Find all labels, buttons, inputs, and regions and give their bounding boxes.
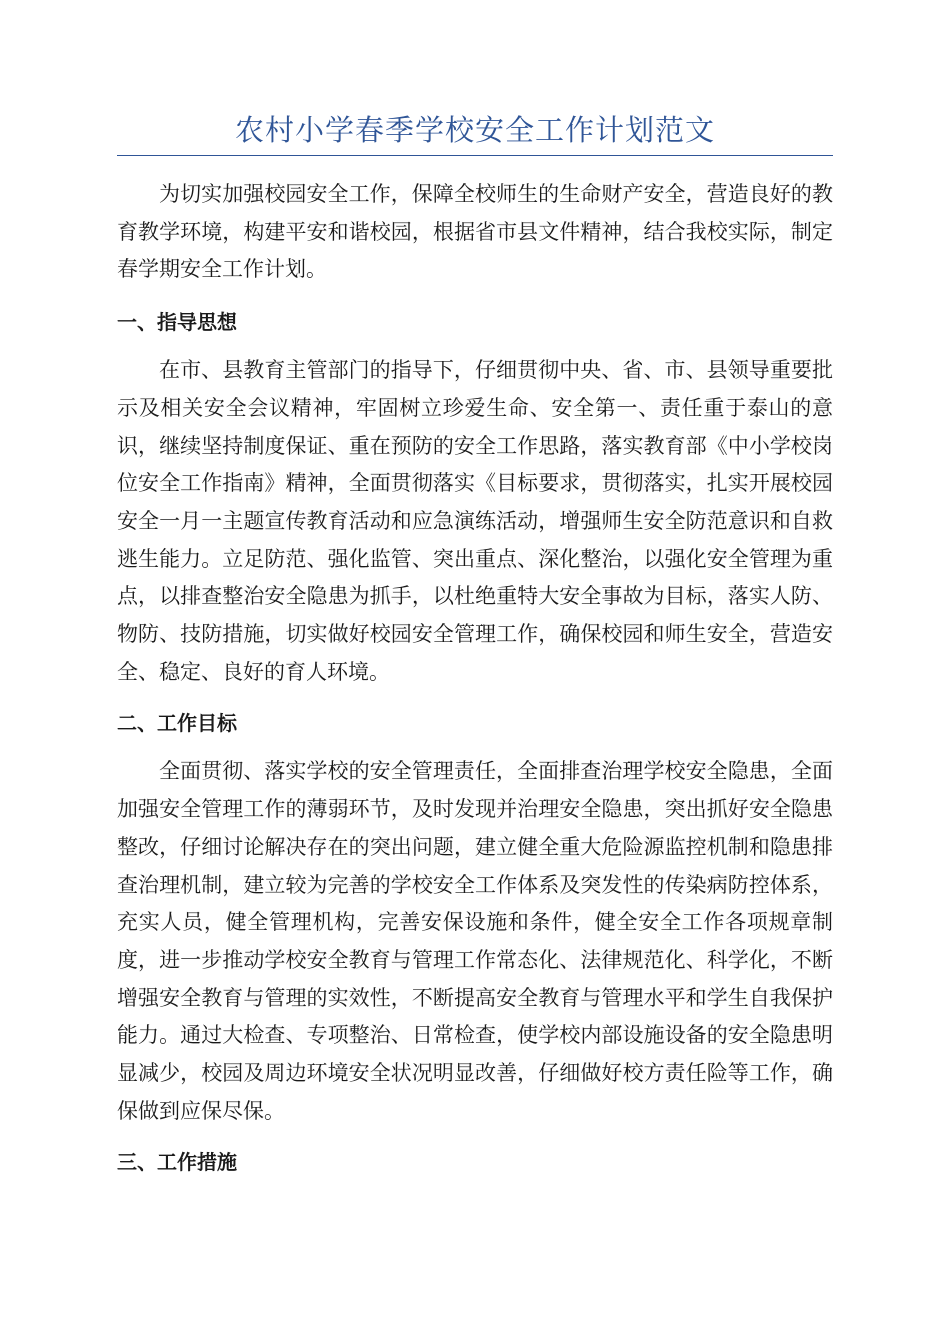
section-heading-guiding-ideology: 一、指导思想	[117, 310, 237, 335]
section-heading-work-goals: 二、工作目标	[117, 711, 237, 736]
title-underline	[117, 155, 833, 156]
intro-paragraph: 为切实加强校园安全工作，保障全校师生的生命财产安全，营造良好的教育教学环境，构建平安和谐校园，根据省市县文件精神，结合我校实际，制定春学期安全工作计划。	[117, 182, 833, 282]
document-body	[117, 176, 833, 1192]
section-paragraph-guiding-ideology: 在市、县教育主管部门的指导下，仔细贯彻中央、省、市、县领导重要批示及相关安全会议精神，牢固树立珍爱生命、安全第一、责任重于泰山的意识，继续坚持制度保证、重在预防的安全工作思路，落实教育部《中小学校岗位安全工作指南》精神，全面贯彻落实《目标要求，贯彻落实，扎实开展校园安全一月一主题宣传教育活动和应急演练活动，增强师生安全防范意识和自救逃生能力。立足防范、强化监管、突出重点、深化整治，以强化安全管理为重点，以排查整治安全隐患为抓手，以杜绝重特大安全事故为目标，落实人防、物防、技防措施，切实做好校园安全管理工作，确保校园和师生安全，营造安全、稳定、良好的育人环境。	[117, 358, 833, 684]
section-heading-work-measures: 三、工作措施	[117, 1150, 237, 1175]
section-paragraph-work-goals: 全面贯彻、落实学校的安全管理责任，全面排查治理学校安全隐患，全面加强安全管理工作的薄弱环节，及时发现并治理安全隐患，突出抓好安全隐患整改，仔细讨论解决存在的突出问题，建立健全重大危险源监控机制和隐患排查治理机制，建立较为完善的学校安全工作体系及突发性的传染病防控体系，充实人员，健全管理机构，完善安保设施和条件，健全安全工作各项规章制度，进一步推动学校安全教育与管理工作常态化、法律规范化、科学化，不断增强安全教育与管理的实效性，不断提高安全教育与管理水平和学生自我保护能力。通过大检查、专项整治、日常检查，使学校内部设施设备的安全隐患明显减少，校园及周边环境安全状况明显改善，仔细做好校方责任险等工作，确保做到应保尽保。	[117, 759, 833, 1123]
document-title: 农村小学春季学校安全工作计划范文	[234, 113, 715, 147]
